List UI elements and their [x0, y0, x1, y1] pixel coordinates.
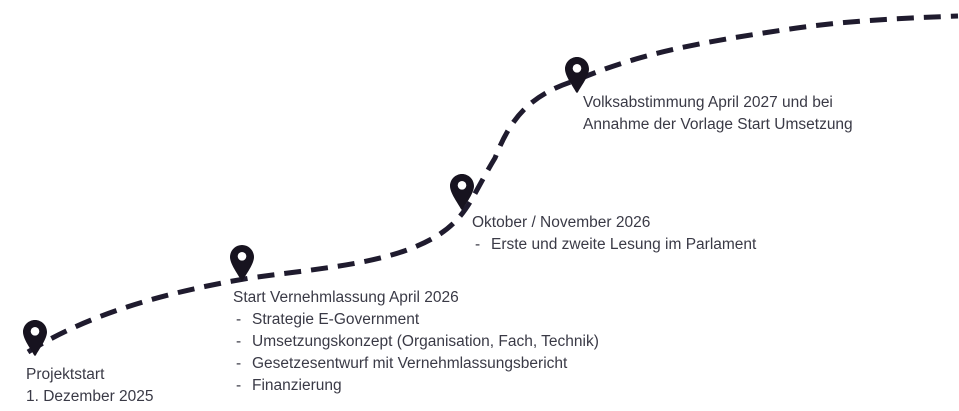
milestone-bullet [233, 309, 599, 331]
milestone-lesungen [472, 212, 756, 256]
milestone-title: Oktober / November 2026 [472, 214, 651, 231]
map-pin-icon-projektstart [23, 320, 47, 356]
map-pin-icon-lesungen [450, 174, 474, 210]
milestone-title-line-1: Volksabstimmung April 2027 und bei [583, 94, 833, 111]
milestone-vernehmlassung [233, 287, 599, 397]
bullet-dash: - [236, 311, 242, 328]
milestone-title-line-2: Annahme der Vorlage Start Umsetzung [583, 116, 853, 133]
milestone-title: Start Vernehmlassung April 2026 [233, 289, 459, 306]
milestone-date: 1. Dezember 2025 [26, 388, 154, 405]
milestone-bullet [472, 234, 756, 256]
bullet-text: Strategie E-Government [252, 311, 420, 328]
bullet-dash: - [236, 355, 242, 372]
pin-hole [31, 327, 40, 336]
bullet-text: Erste und zweite Lesung im Parlament [491, 236, 757, 253]
milestone-bullet [233, 331, 599, 353]
pin-hole [458, 181, 467, 190]
bullet-dash: - [475, 236, 481, 253]
milestone-bullet [233, 353, 599, 375]
pin-hole [573, 64, 582, 73]
milestone-volksabstimmung [583, 92, 853, 136]
bullet-text: Gesetzesentwurf mit Vernehmlassungsbericht [252, 355, 568, 372]
map-pin-icon-volksabstimmung [565, 57, 589, 93]
bullet-text: Umsetzungskonzept (Organisation, Fach, Technik) [252, 333, 599, 350]
map-pin-icon-vernehmlassung [230, 245, 254, 281]
milestone-title: Projektstart [26, 366, 105, 383]
bullet-text: Finanzierung [252, 377, 342, 394]
pin-hole [238, 252, 247, 261]
milestone-bullet [233, 375, 599, 397]
bullet-dash: - [236, 333, 242, 350]
milestone-projektstart [26, 364, 154, 408]
bullet-dash: - [236, 377, 242, 394]
